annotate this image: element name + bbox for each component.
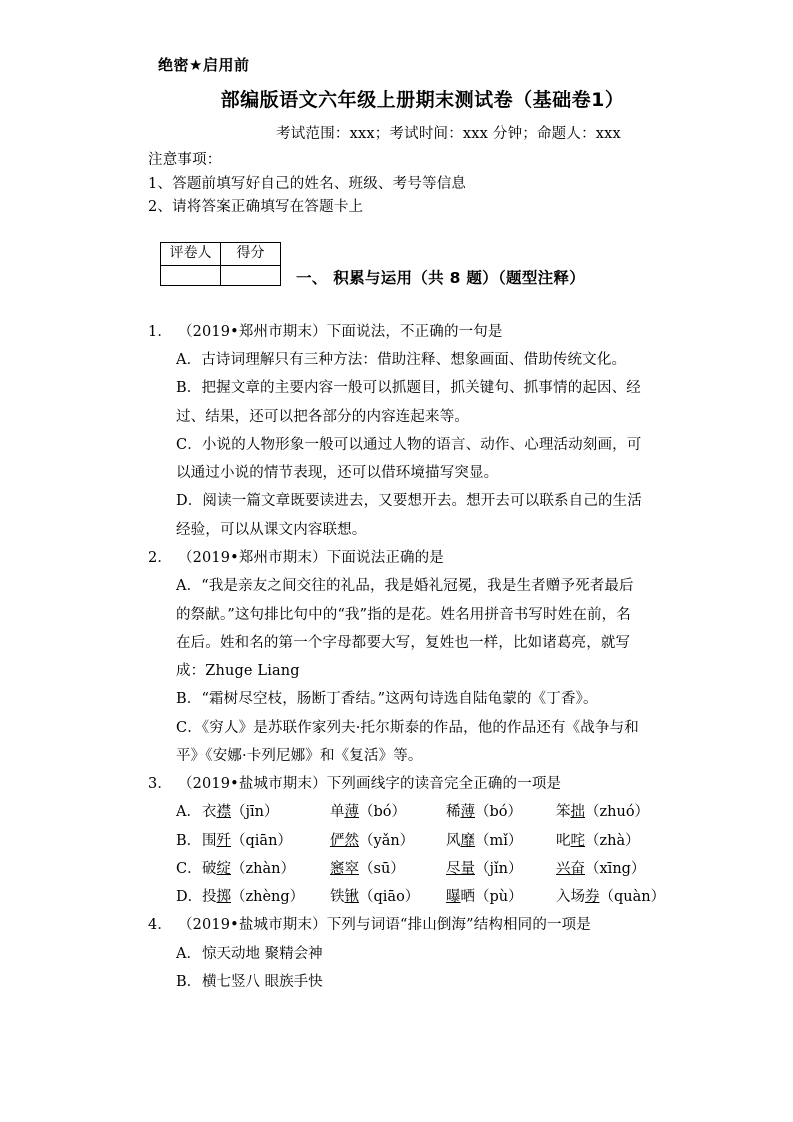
pinyin-item	[330, 827, 446, 855]
question-3-option-label: A．	[176, 804, 201, 821]
notice-item-1: 1、答题前填写好自己的姓名、班级、考号等信息	[148, 175, 467, 192]
pinyin-reading: （qiāo）	[359, 889, 420, 906]
underlined-character: 襟	[216, 804, 231, 821]
question-1-options	[148, 346, 721, 544]
underlined-character: 窸窣	[330, 860, 359, 877]
question-3-option-label: B．	[176, 832, 202, 849]
underlined-character: 歼	[216, 832, 231, 849]
pinyin-reading: （yǎn）	[359, 832, 415, 849]
underlined-character: 曝	[446, 889, 461, 906]
pinyin-reading: （xīng）	[585, 860, 646, 877]
pinyin-item	[446, 798, 556, 826]
question-1	[148, 318, 721, 544]
underlined-character: 兴奋	[556, 860, 585, 877]
pinyin-item	[330, 883, 446, 911]
question-2-option-c-cont: 平》《安娜·卡列尼娜》和《复活》等。	[176, 747, 423, 764]
score-table-header-grader: 评卷人	[161, 242, 221, 265]
question-3-text: （2019•盐城市期末）下列画线字的读音完全正确的一项是	[178, 776, 562, 793]
question-2-option-a-cont-2: 在后。姓和名的第一个字母都要大写，复姓也一样，比如诸葛亮，就写	[176, 634, 631, 651]
question-4-option-b-text: 横七竖八 眼族手快	[202, 973, 323, 990]
pinyin-word-prefix: 围	[202, 832, 217, 849]
question-1-option-b-cont: 过、结果，还可以把各部分的内容连起来等。	[176, 408, 469, 425]
question-4-option-a-text: 惊天动地 聚精会神	[202, 945, 323, 962]
pinyin-word-prefix: 铁	[330, 889, 345, 906]
pinyin-item	[202, 798, 330, 826]
question-1-option-a[interactable]: A．古诗词理解只有三种方法：借助注释、想象画面、借助传统文化。	[176, 352, 627, 369]
pinyin-word-prefix: 衣	[202, 804, 217, 821]
question-1-option-d-cont: 经验，可以从课文内容联想。	[176, 521, 367, 538]
pinyin-reading: （qiān）	[231, 832, 292, 849]
pinyin-item	[202, 883, 330, 911]
question-3-option-b[interactable]	[148, 827, 721, 855]
pinyin-item	[446, 883, 556, 911]
table-row	[161, 265, 281, 285]
pinyin-word-prefix: 破	[202, 860, 217, 877]
question-1-option-b[interactable]: B．把握文章的主要内容一般可以抓题目，抓关键句、抓事情的起因、经	[176, 380, 641, 397]
pinyin-reading: （zhuó）	[585, 804, 650, 821]
underlined-character: 拙	[570, 804, 585, 821]
pinyin-word-prefix: 单	[330, 804, 345, 821]
question-2-stem	[148, 544, 721, 572]
underlined-character: 券	[585, 889, 600, 906]
pinyin-reading: （bó）	[475, 804, 523, 821]
pinyin-word-prefix: 风	[446, 832, 461, 849]
notice-item-2: 2、请将答案正确填写在答题卡上	[148, 199, 364, 216]
question-3-option-label: C．	[176, 860, 202, 877]
question-4	[148, 911, 721, 996]
page-title: 部编版语文六年级上册期末测试卷（基础卷1）	[220, 89, 625, 111]
pinyin-reading: （jǐn）	[475, 860, 523, 877]
pinyin-item	[202, 827, 330, 855]
section-heading: 一、 积累与运用（共 8 题）（题型注释）	[296, 268, 586, 287]
question-4-option-a-label: A．	[176, 945, 201, 962]
underlined-character: 薄	[460, 804, 475, 821]
pinyin-reading: （zhàn）	[231, 860, 295, 877]
pinyin-item	[556, 798, 649, 826]
score-table	[160, 242, 281, 286]
pinyin-item	[556, 827, 640, 855]
question-3-option-d[interactable]	[148, 883, 721, 911]
question-1-text: （2019•郑州市期末）下面说法，不正确的一句是	[178, 323, 503, 340]
table-row	[161, 242, 281, 265]
question-4-text: （2019•盐城市期末）下列与词语“排山倒海”结构相同的一项是	[178, 917, 591, 934]
pinyin-word-prefix: 笨	[556, 804, 571, 821]
score-table-cell-score[interactable]	[221, 265, 281, 285]
question-4-options	[148, 940, 721, 997]
pinyin-reading: （zhà）	[585, 832, 640, 849]
underlined-character: 绽	[216, 860, 231, 877]
question-2-number: 2．	[148, 549, 173, 566]
question-4-option-a[interactable]	[148, 940, 721, 968]
question-1-option-c-cont: 以通过小说的情节表现，还可以借环境描写突显。	[176, 465, 499, 482]
pinyin-item	[556, 855, 645, 883]
pinyin-item	[556, 883, 665, 911]
pinyin-reading: （sū）	[359, 860, 405, 877]
pinyin-reading: （quàn）	[599, 889, 666, 906]
question-4-option-b[interactable]	[148, 968, 721, 996]
notice-block	[148, 149, 721, 219]
underlined-character: 薄	[344, 804, 359, 821]
question-1-option-c[interactable]: C．小说的人物形象一般可以通过人物的语言、动作、心理活动刻画，可	[176, 436, 642, 453]
question-4-option-b-label: B．	[176, 973, 202, 990]
underlined-character: 俨然	[330, 832, 359, 849]
question-3-option-label: D．	[176, 889, 203, 906]
question-1-option-d[interactable]: D．阅读一篇文章既要读进去，又要想开去。想开去可以联系自己的生活	[176, 493, 642, 510]
pinyin-item	[202, 855, 330, 883]
question-2-option-a[interactable]: A．“我是亲友之间交往的礼品，我是婚礼冠冕，我是生者赠予死者最后	[176, 578, 634, 595]
question-1-stem	[148, 318, 721, 346]
section-header-row	[148, 242, 721, 308]
question-3-stem	[148, 770, 721, 798]
question-2	[148, 544, 721, 770]
question-3-options	[148, 798, 721, 911]
question-3	[148, 770, 721, 911]
underlined-character: 尽量	[446, 860, 475, 877]
secret-notice: 绝密★启用前	[158, 56, 250, 74]
score-table-cell-grader[interactable]	[161, 265, 221, 285]
question-4-number: 4．	[148, 917, 173, 934]
pinyin-item	[330, 798, 446, 826]
pinyin-reading: （mǐ）	[475, 832, 523, 849]
underlined-character: 咤	[570, 832, 585, 849]
question-2-option-a-cont-3: 成：Zhuge Liang	[176, 663, 300, 680]
question-4-stem	[148, 911, 721, 939]
pinyin-item	[330, 855, 446, 883]
pinyin-reading: （pù）	[475, 889, 523, 906]
underlined-character: 靡	[460, 832, 475, 849]
underlined-character: 掷	[216, 889, 231, 906]
pinyin-item	[446, 855, 556, 883]
underlined-character: 锹	[344, 889, 359, 906]
notice-title: 注意事项：	[148, 152, 222, 169]
pinyin-reading: （jīn）	[231, 804, 279, 821]
pinyin-word-suffix: 晒	[460, 889, 475, 906]
question-2-options	[148, 572, 721, 770]
pinyin-word-prefix: 入场	[556, 889, 585, 906]
question-3-number: 3．	[148, 776, 173, 793]
exam-info-line: 考试范围：xxx；考试时间：xxx 分钟；命题人：xxx	[276, 125, 621, 142]
score-table-header-score: 得分	[221, 242, 281, 265]
pinyin-word-prefix: 投	[202, 889, 217, 906]
question-2-text: （2019•郑州市期末）下面说法正确的是	[178, 549, 444, 566]
pinyin-item	[446, 827, 556, 855]
question-2-option-a-cont-1: 的祭献。”这句排比句中的“我”指的是花。姓名用拼音书写时姓在前，名	[176, 606, 631, 623]
pinyin-word-prefix: 叱	[556, 832, 571, 849]
question-2-option-c[interactable]: C．《穷人》是苏联作家列夫·托尔斯泰的作品，他的作品还有《战争与和	[176, 719, 639, 736]
question-2-option-b[interactable]: B．“霜树尽空枝，肠断丁香结。”这两句诗选自陆龟蒙的《丁香》。	[176, 691, 598, 708]
question-3-option-a[interactable]	[148, 798, 721, 826]
question-1-number: 1．	[148, 323, 173, 340]
question-3-option-c[interactable]	[148, 855, 721, 883]
pinyin-reading: （zhèng）	[231, 889, 305, 906]
pinyin-reading: （bó）	[359, 804, 407, 821]
pinyin-word-prefix: 稀	[446, 804, 461, 821]
